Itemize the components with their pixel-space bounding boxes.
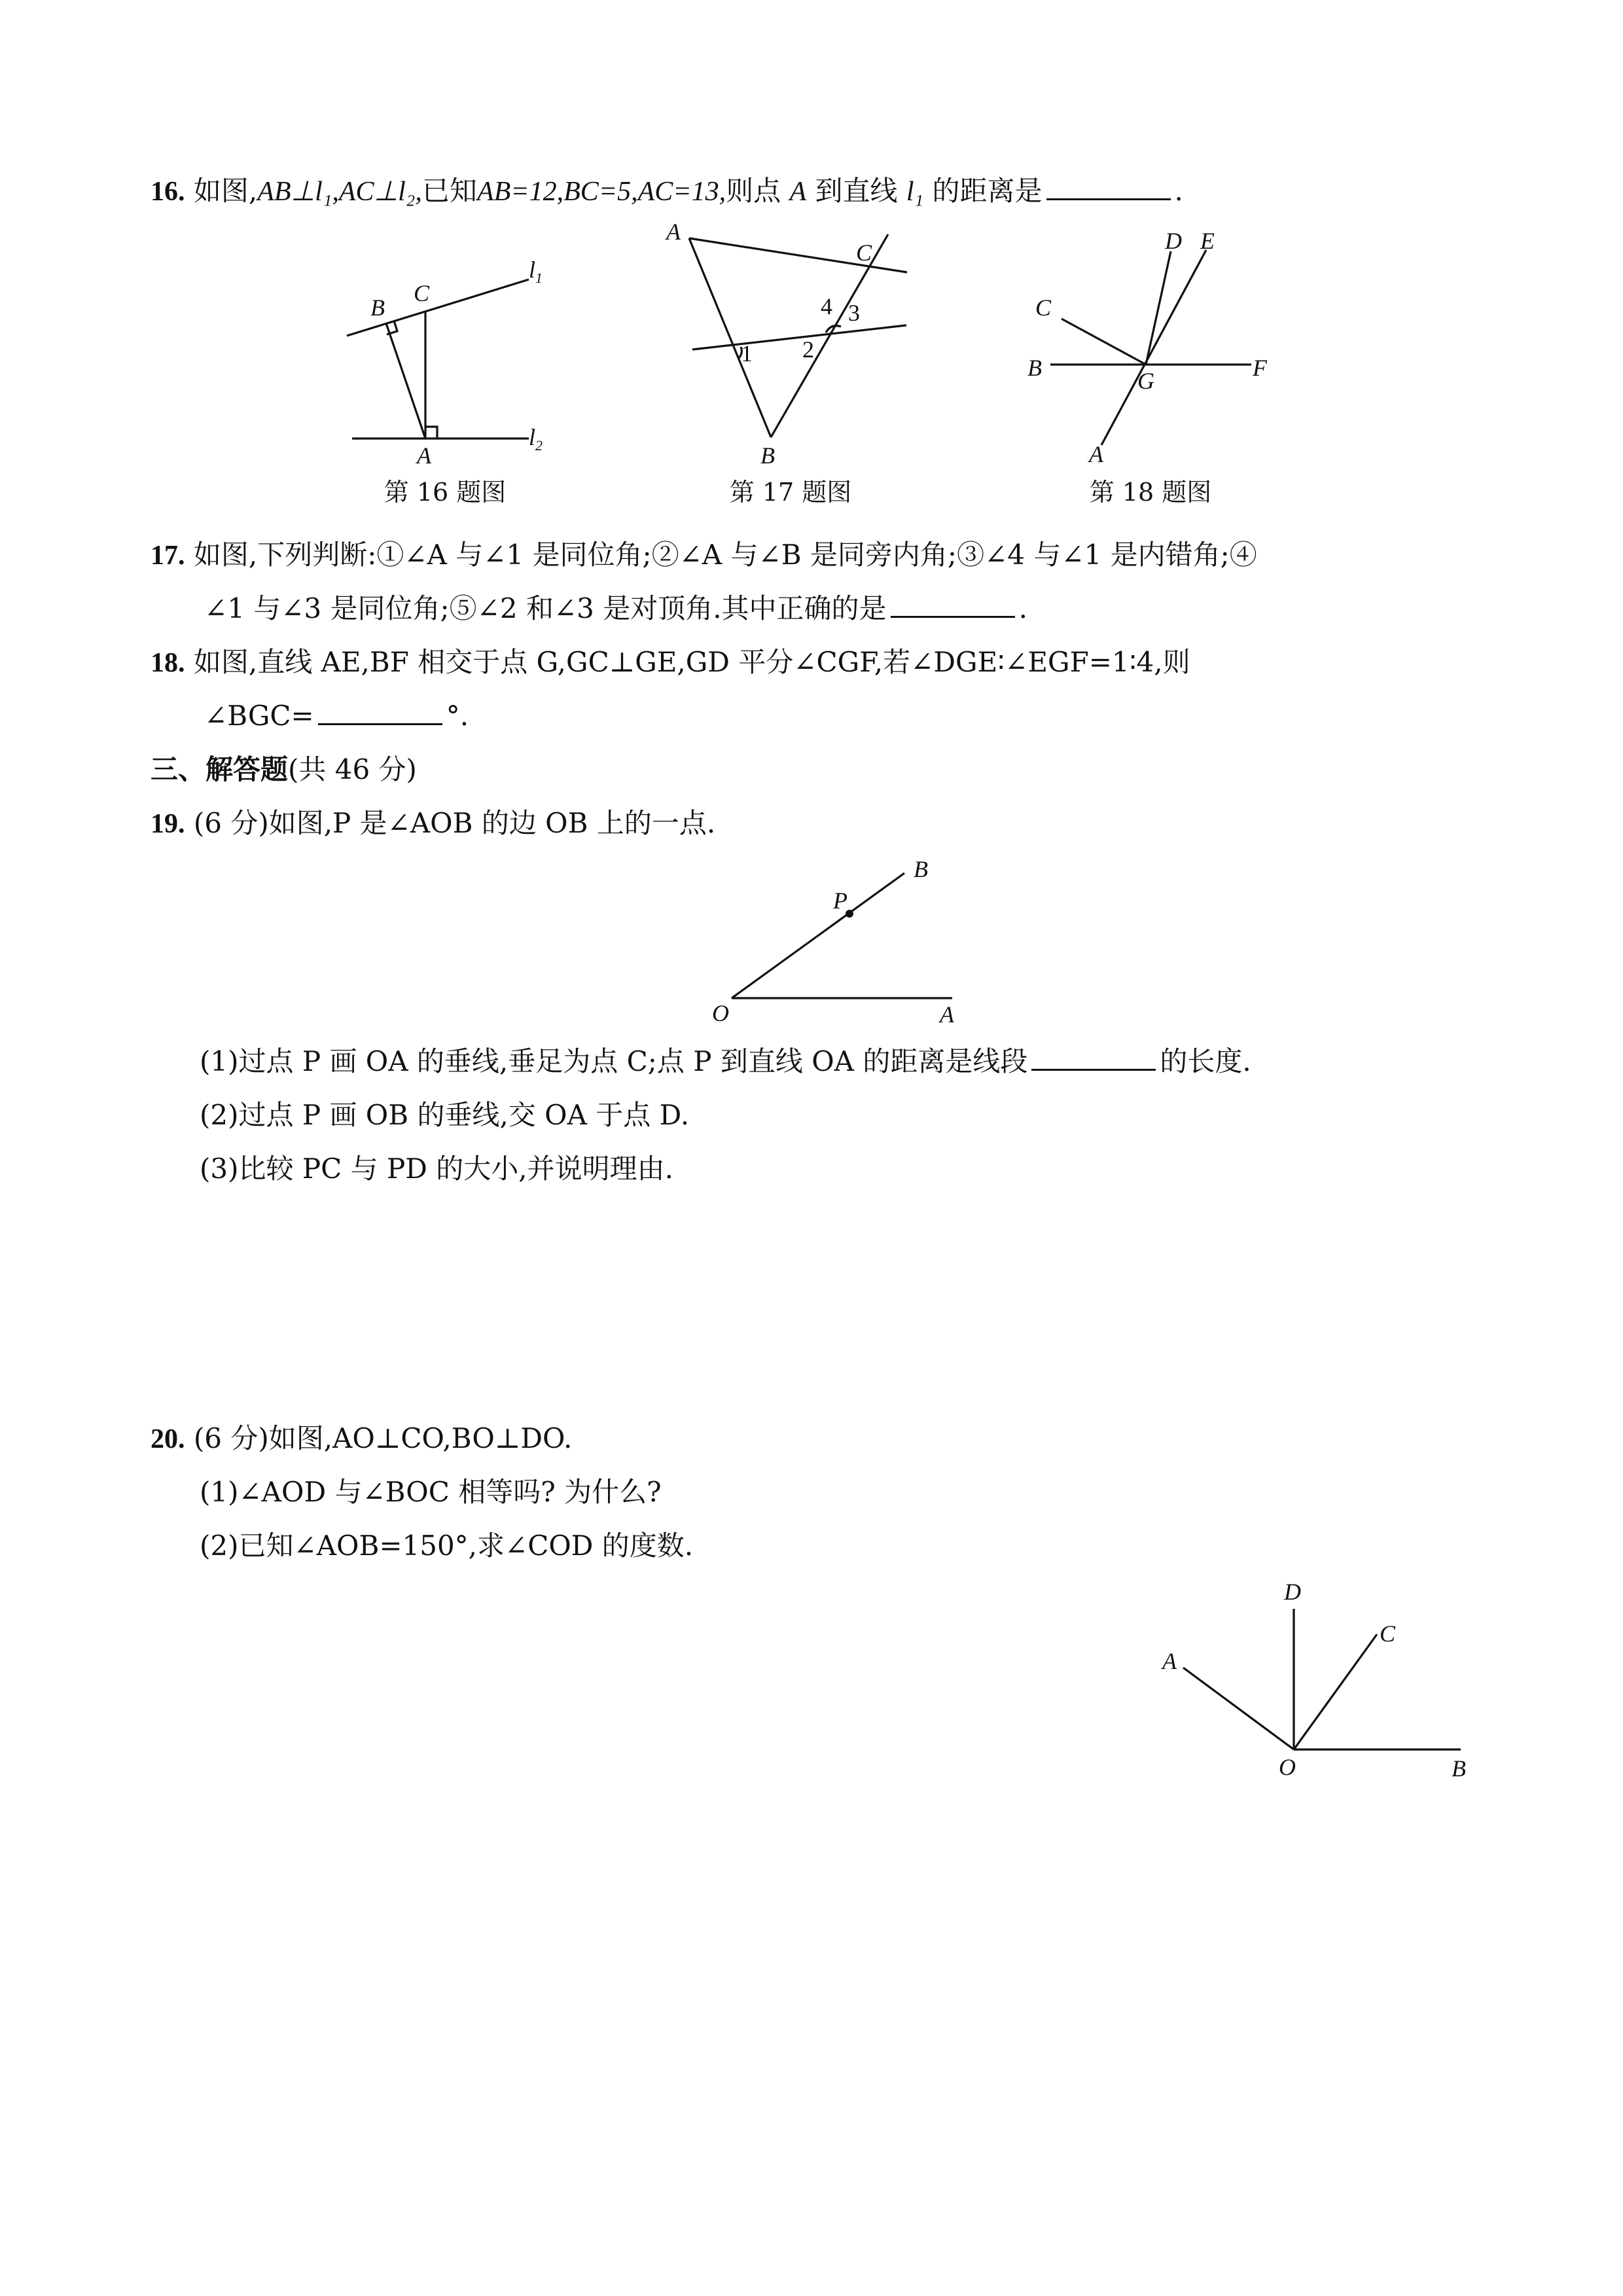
question-number: 16.: [151, 177, 185, 207]
ray-oc: [1294, 1634, 1377, 1749]
figure-18-caption: 第 18 题图: [1089, 478, 1212, 507]
segment-ba: [386, 323, 425, 439]
label-o20: O: [1279, 1754, 1296, 1780]
label-o19: O: [712, 1000, 729, 1026]
q16-text-a: 如图,: [193, 175, 258, 207]
segment-ac: [689, 238, 907, 272]
q19-intro: (6 分)如图,P 是∠AOB 的边 OB 上的一点.: [193, 807, 716, 839]
segment-ab: [689, 238, 771, 437]
q20-intro: (6 分)如图,AO⊥CO,BO⊥DO.: [193, 1422, 573, 1454]
q16-given: AB=12,BC=5,AC=13,: [476, 177, 726, 207]
q17-line1: 如图,下列判断:①∠A 与∠1 是同位角;②∠A 与∠B 是同旁内角;③∠4 与∠1 是内错角;④: [193, 539, 1257, 571]
label-c17: C: [856, 240, 872, 266]
label-a: A: [417, 442, 431, 469]
q20-part2: (2)已知∠AOB=150°,求∠COD 的度数.: [200, 1530, 694, 1562]
label-e18: E: [1200, 228, 1215, 254]
ray-oa20: [1183, 1668, 1294, 1749]
question-19: [151, 804, 715, 844]
ray-gd: [1146, 251, 1171, 365]
section-heading: [151, 750, 417, 789]
label-a17: A: [666, 219, 681, 245]
section-points: (共 46 分): [288, 753, 417, 785]
label-angle-1: 1: [741, 340, 753, 367]
label-b17: B: [760, 442, 775, 469]
label-g18: G: [1137, 368, 1154, 394]
q16-text-d: 到直线: [815, 175, 898, 207]
ray-ob: [732, 873, 904, 998]
question-18: [151, 643, 1190, 683]
q16-point: A: [789, 177, 807, 207]
q20-part1: (1)∠AOD 与∠BOC 相等吗? 为什么?: [200, 1476, 662, 1508]
label-c: C: [414, 280, 430, 306]
q19-part1: [200, 1042, 1251, 1081]
question-18-line2: [204, 696, 469, 736]
label-l2: $l_2$: [529, 424, 543, 454]
label-b20: B: [1452, 1755, 1466, 1782]
q18-line2-end: °.: [446, 700, 469, 732]
q18-line2-text: ∠BGC=: [204, 700, 314, 732]
label-l1: $l_1$: [529, 257, 543, 286]
ray-gc: [1061, 319, 1146, 365]
q19-part3: (3)比较 PC 与 PD 的大小,并说明理由.: [200, 1153, 673, 1185]
line-ae: [1101, 250, 1206, 445]
transversal: [692, 325, 906, 350]
answer-blank[interactable]: [891, 590, 1015, 618]
label-c18: C: [1035, 295, 1052, 321]
answer-blank[interactable]: [1031, 1043, 1156, 1071]
q19-part1-text: (1)过点 P 画 OA 的垂线,垂足为点 C;点 P 到直线 OA 的距离是线段: [200, 1045, 1028, 1077]
label-p19: P: [833, 888, 847, 914]
label-d18: D: [1165, 228, 1182, 254]
q17-line2-text: ∠1 与∠3 是同位角;⑤∠2 和∠3 是对顶角.其中正确的是: [204, 592, 887, 624]
label-a20: A: [1162, 1648, 1177, 1674]
q16-end: .: [1174, 175, 1183, 207]
q18-line1: 如图,直线 AE,BF 相交于点 G,GC⊥GE,GD 平分∠CGF,若∠DGE∶∠EGF=1∶4,则: [193, 646, 1190, 678]
q17-line2-end: .: [1018, 592, 1027, 624]
figure-17-caption: 第 17 题图: [729, 478, 852, 507]
right-angle-mark-a: [425, 427, 437, 439]
q19-part1-end: 的长度.: [1160, 1045, 1251, 1077]
question-number: 17.: [151, 541, 185, 571]
label-b19: B: [914, 856, 928, 882]
q19-part2: (2)过点 P 画 OB 的垂线,交 OA 于点 D.: [200, 1099, 690, 1131]
label-c20: C: [1380, 1621, 1396, 1647]
q16-expr: AB⊥l₁,AC⊥l₂,: [257, 177, 422, 207]
q16-text-e: 的距离是: [932, 175, 1043, 207]
question-number: 20.: [151, 1424, 185, 1454]
question-17: [151, 535, 1257, 575]
question-20: [151, 1419, 572, 1459]
section-title: 三、解答题: [151, 753, 289, 785]
label-b: B: [370, 295, 385, 321]
figure-16-caption: 第 16 题图: [383, 478, 507, 507]
label-b18: B: [1027, 355, 1042, 381]
answer-blank[interactable]: [318, 697, 442, 725]
q16-text-c: 则点: [726, 175, 781, 207]
question-number: 19.: [151, 809, 185, 839]
question-17-line2: [204, 589, 1027, 628]
label-a18: A: [1089, 441, 1103, 467]
q16-text-b: 已知: [421, 175, 477, 207]
label-d20: D: [1284, 1579, 1301, 1605]
label-angle-2: 2: [802, 336, 814, 363]
label-f18: F: [1253, 355, 1267, 381]
label-angle-3: 3: [848, 300, 860, 326]
q16-line: l₁: [906, 177, 924, 207]
label-angle-4: 4: [821, 293, 832, 319]
question-number: 18.: [151, 648, 185, 678]
label-a19: A: [940, 1001, 954, 1028]
